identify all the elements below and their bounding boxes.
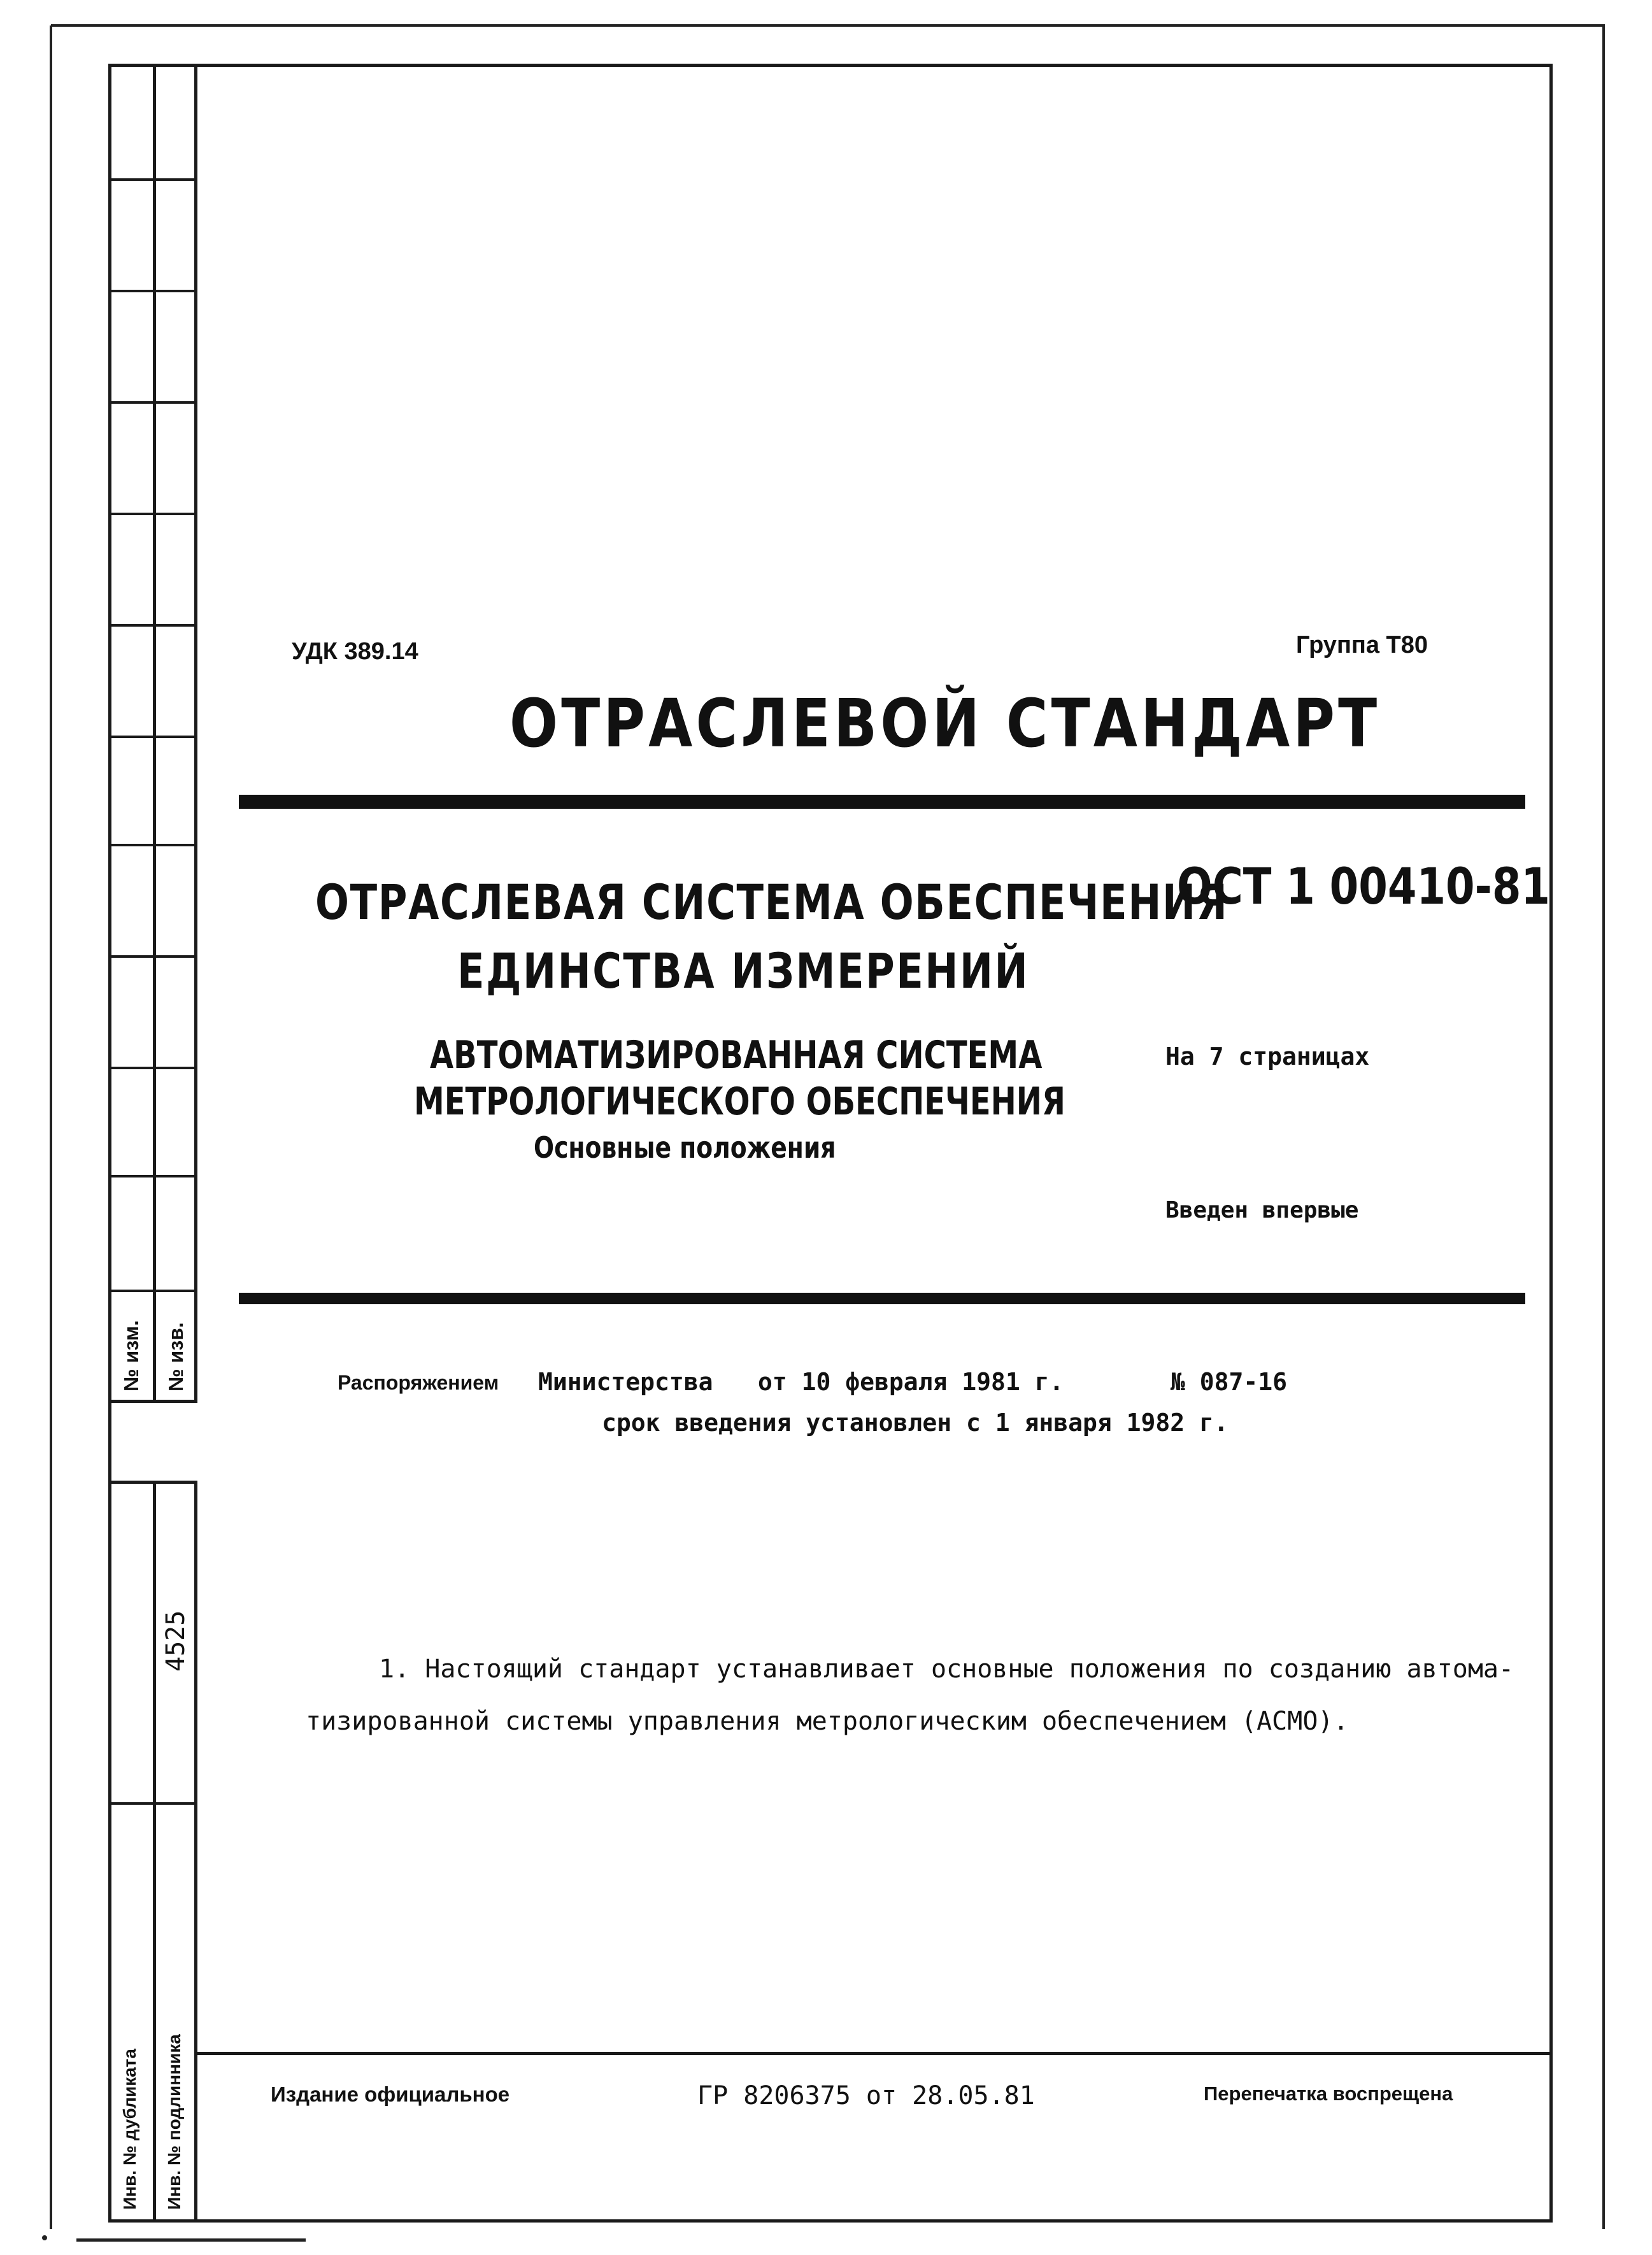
title-block-divider <box>239 1293 1525 1304</box>
stamp-row-rule <box>108 513 197 515</box>
page-count: На 7 страницах <box>1165 1042 1370 1071</box>
stamp-row-rule <box>108 1067 197 1069</box>
effective-date: срок введения установлен с 1 января 1982 г. <box>602 1409 1228 1437</box>
footer-reprint-notice: Перепечатка воспрещена <box>1204 2082 1453 2105</box>
standard-subtitle-line-3: Основные положения <box>534 1130 836 1165</box>
standard-subtitle-line-1: АВТОМАТИЗИРОВАННАЯ СИСТЕМА <box>430 1033 1043 1078</box>
header-divider <box>239 795 1525 809</box>
stamp-row-rule <box>108 290 197 292</box>
page-corner-dot <box>42 2235 47 2240</box>
footer-official-edition: Издание официальное <box>271 2082 510 2106</box>
introduction-status: Введен впервые <box>1165 1197 1359 1223</box>
stamp-row-rule <box>108 624 197 627</box>
stamp-row-rule <box>108 1175 197 1177</box>
inventory-stamp-divider <box>153 1481 156 2223</box>
order-number: № 087-16 <box>1171 1368 1288 1396</box>
standard-title-line-1: ОТРАСЛЕВАЯ СИСТЕМА ОБЕСПЕЧЕНИЯ <box>315 874 1228 930</box>
udk-code: УДК 389.14 <box>292 638 418 665</box>
stamp-row-rule <box>108 1290 197 1292</box>
page-border-left <box>50 25 52 2229</box>
page-border-bottom-stub <box>76 2238 306 2242</box>
page-border-right <box>1602 25 1605 2229</box>
page-border-top <box>51 24 1605 27</box>
stamp-row-rule <box>108 955 197 958</box>
inventory-stamp-rule <box>108 1802 197 1805</box>
stamp-row-rule <box>108 401 197 404</box>
paragraph-1-line-2: тизированной системы управления метрологическим обеспечением (АСМО). <box>306 1707 1349 1736</box>
paragraph-1-line-1: 1. Настоящий стандарт устанавливает основные положения по созданию автома- <box>379 1654 1514 1684</box>
original-inventory-label: Инв. № подлинника <box>164 2034 184 2210</box>
stamp-row-rule <box>108 736 197 738</box>
footer-registration: ГР 8206375 от 28.05.81 <box>697 2081 1035 2110</box>
notice-number-label: № изв. <box>164 1322 187 1391</box>
inventory-number: 4525 <box>161 1610 190 1672</box>
group-code: Группа Т80 <box>1296 632 1428 658</box>
page-title: ОТРАСЛЕВОЙ СТАНДАРТ <box>509 685 1381 762</box>
footer-divider <box>197 2052 1553 2055</box>
order-authority: Министерства <box>538 1368 713 1396</box>
duplicate-inventory-label: Инв. № дубликата <box>120 2049 139 2210</box>
revision-stamp-divider <box>153 64 156 1400</box>
stamp-row-rule <box>108 178 197 181</box>
standard-title-line-2: ЕДИНСТВА ИЗМЕРЕНИЙ <box>457 943 1030 999</box>
stamp-column-bottom <box>108 1400 197 1403</box>
standard-subtitle-line-2: МЕТРОЛОГИЧЕСКОГО ОБЕСПЕЧЕНИЯ <box>414 1079 1065 1124</box>
change-number-label: № изм. <box>120 1320 143 1391</box>
standard-code: ОСТ 1 00410-81 <box>1177 858 1551 916</box>
stamp-row-rule <box>108 844 197 846</box>
order-label: Распоряжением <box>338 1371 499 1394</box>
order-date: от 10 февраля 1981 г. <box>758 1368 1064 1396</box>
